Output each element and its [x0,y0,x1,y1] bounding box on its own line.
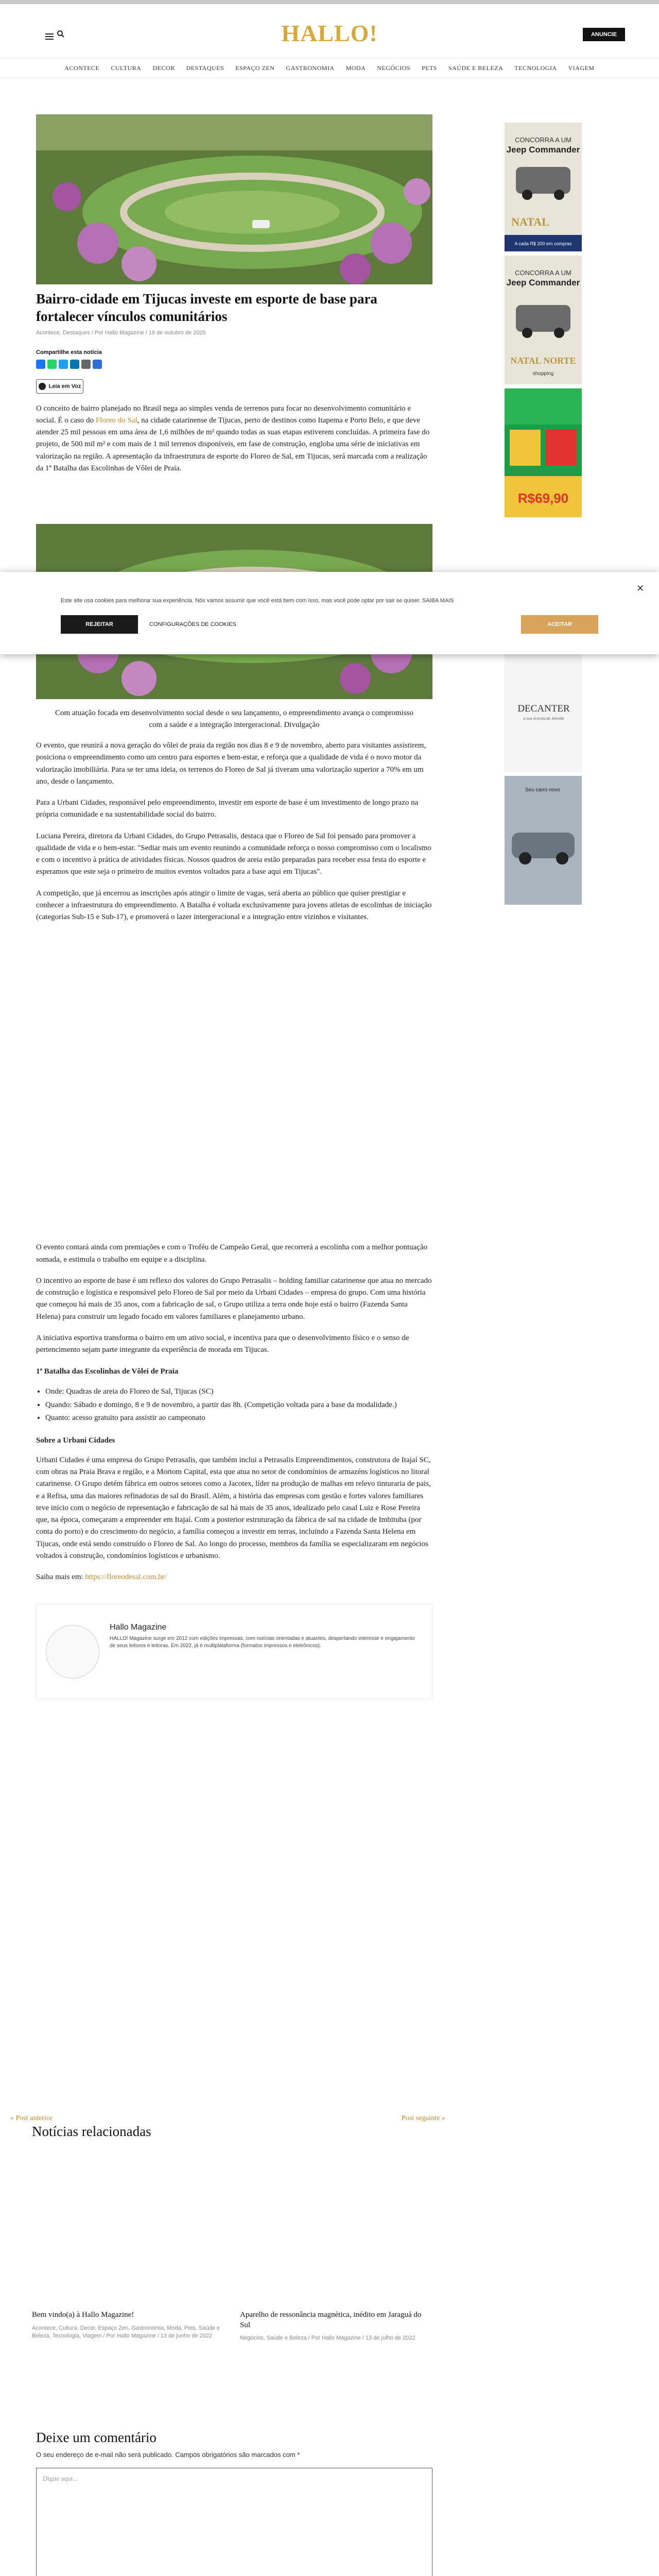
share-more-icon[interactable] [93,360,102,369]
section-heading: Sobre a Urbani Cidades [36,1436,115,1445]
floreo-link[interactable]: Floreo do Sal [95,416,137,425]
article-title: Bairro-cidade em Tijucas investe em esporte de base para fortalecer vínculos comunitários [36,291,377,324]
paragraph: O evento, que reunirá a nova geração do vôlei de praia da região nos dias 8 e 9 de novembro, aberto para visitantes assistirem, posiciona o empreendimento como um centro para esportes e bem-estar, e reforça que a qualidade de vida é o novo motor da valorização imobiliária. Para se ter uma ideia, os terrenos do Floreo de Sal já tiveram uma valorização superior a 70% em um ano, desde o lançamento. [36,741,426,786]
nav-item[interactable]: SAÚDE E BELEZA [448,64,504,72]
nav-item[interactable]: ESPAÇO ZEN [235,64,275,72]
nav-item[interactable]: VIAGEM [568,64,595,72]
ad-natal-text: NATAL NORTE [510,355,576,366]
comment-placeholder: Digite aqui... [43,2475,78,2482]
event-list [36,1385,432,1425]
cookie-settings-link[interactable]: CONFIGURAÇÕES DE COOKIES [149,621,236,628]
paragraph: A iniciativa esportiva transforma o bairro em um ativo social, e incentiva para que o desenvolvimento físico e o senso de pertencimento sejam parte integrante da experiência de morada em Tijucas. [36,1333,409,1354]
ad-price-text: R$69,90 [517,490,569,506]
ad-natal-text: NATAL [511,215,549,228]
nav-item[interactable]: CULTURA [111,64,142,72]
floreo-site-link[interactable]: https://floreodesal.com.br/ [85,1573,167,1581]
comment-form [36,2430,432,2576]
paragraph: A competição, que já encerrou as inscrições após atingir o limite de vagas, será aberta ao público que quiser prestigiar e conhecer a infraestrutura do empreendimento. A Batalha é voltada exclusivamente para jovens atletas de escolinhas de iniciação (categorias Sub-15 e Sub-17), e promoverá o lazer intergeracional e a integração entre vizinhos e visitantes. [36,889,432,921]
ad-brand-text: Seu carro novo [525,787,560,793]
whatsapp-share-icon[interactable] [47,360,57,369]
share-buttons [36,360,432,369]
speaker-icon [39,383,46,390]
main-nav [0,58,659,78]
nav-item[interactable]: PETS [421,64,437,72]
ad-jeep-natal[interactable] [505,123,582,251]
email-share-icon[interactable] [81,360,91,369]
comment-note: O seu endereço de e-mail não será publicado. Campos obrigatórios são marcados com * [36,2451,300,2459]
ad-top-text: CONCORRA A UM [515,136,571,144]
paragraph-text: , na cidade catarinense de Tijucas, perto de destinos como Itapema e Porto Belo, e que deve atender 25 mil pessoas em uma área de 1,6 milhões de m² quando todas as suas etapas estiverem concluídas. A primeira fase do projeto, de 500 mil m² e com mais de 1 mil terrenos disponíveis, em fase de construção, engloba uma série de iniciativas em valorização na região. A apresentação da infraestrutura de esporte do Floreo de Sal, em Tijucas, será marcada com a realização da 1ª Batalha das Escolinhas de Vôlei de Praia. [36,416,430,472]
paragraph: Para a Urbani Cidades, responsável pelo empreendimento, investir em esporte de base é um investimento de longo prazo na própria comunidade e na sustentabilidade social do bairro. [36,799,419,819]
list-item: • Quanto: acesso gratuito para assistir ao campeonato [45,1412,432,1425]
article-hero-image [36,114,432,284]
related-item[interactable] [240,2310,430,2342]
ad-brand-text: Jeep Commander [506,145,580,155]
prev-post-link[interactable]: « Post anterior [10,2114,53,2122]
close-icon[interactable]: ✕ [636,583,645,594]
related-item-title[interactable]: Bem vindo(a) à Hallo Magazine! [32,2311,134,2319]
facebook-share-icon[interactable] [36,360,45,369]
related-item-title[interactable]: Aparelho de ressonância magnética, inédito em Jaraguá do Sul [240,2311,422,2329]
site-header [0,4,659,58]
paragraph: O incentivo ao esporte de base é um reflexo dos valores do Grupo Petrasalis – holding familiar catarinense que atua no mercado de construção e logística e responsável pelo Floreo de Sal por meio da Urbani Cidades – empresa do grupo. Com uma história que começou há mais de 35 anos, com a fabricação de sal, o Grupo utiliza a terra onde hoje está o bairro (Fazenda Santa Helena) para construir um legado focado em valores familiares e planejamento urbano. [36,1276,432,1321]
related-item-meta: Acontece, Cultura, Decor, Espaço Zen, Gastronomia, Moda, Pets, Saúde e Beleza, Tecnologia, Viagem / Por Hallo Magazine / 13 de junho de 2022 [32,2325,220,2339]
related-news-title: Notícias relacionadas [32,2124,151,2139]
image-caption: Com atuação focada em desenvolvimento social desde o seu lançamento, o empreendimento avança o compromisso com a saúde e a integração intergeracional. Divulgação [55,709,414,729]
reject-cookies-button[interactable]: REJEITAR [61,615,138,634]
nav-item[interactable]: DESTAQUES [186,64,224,72]
share-label: Compartilhe esta notícia [36,349,102,355]
cookie-banner [0,572,659,654]
twitter-share-icon[interactable] [59,360,68,369]
ad-jeep-norte[interactable] [505,256,582,384]
ad-decanter[interactable] [505,644,582,772]
sidebar [505,123,582,909]
top-bar [0,0,659,4]
author-name[interactable]: Hallo Magazine [110,1623,167,1632]
paragraph-text: O conceito de bairro planejado no Brasil nega ao simples venda de terrenos para focar no desenvolvimento comunitário e social. É o caso do [36,404,411,425]
accept-cookies-button[interactable]: ACEITAR [521,615,598,634]
related-item-meta: Negócios, Saúde e Beleza / Por Hallo Magazine / 13 de julho de 2022 [240,2335,415,2341]
ad-top-text: CONCORRA A UM [515,269,571,277]
nav-item[interactable]: GASTRONOMIA [286,64,335,72]
ad-brand-text: DECANTER [517,703,570,714]
next-post-link[interactable]: Post seguinte » [402,2114,445,2122]
paragraph: Luciana Pereira, diretora da Urbani Cidades, do Grupo Petrasalis, destaca que o Floreo de Sal foi pensado para promover a qualidade de vida e o bem-estar. "Sediar mais um evento reunindo a comunidade reforça o nosso compromisso com o localismo e com o incentivo à prática de atividades físicas. Nossos quadros de areia estão preparadas para receber essa festa do esporte e esperamos que este seja o primeiro de muitos eventos voltados para a base aqui em Tijucas". [36,832,431,876]
anuncie-button[interactable]: ANUNCIE [583,28,625,41]
nav-item[interactable]: NEGÓCIOS [377,64,410,72]
article [36,114,432,1699]
site-logo[interactable]: HALLO! [281,20,378,46]
saiba-mais-label: Saiba mais em: [36,1573,85,1581]
list-item: • Quando: Sábado e domingo, 8 e 9 de novembro, a partir das 8h. (Competição voltada para a base da modalidade.) [45,1399,432,1412]
author-avatar [46,1625,99,1679]
article-meta: Acontece, Destaques / Por Hallo Magazine / 16 de outubro de 2025 [36,329,206,336]
listen-button[interactable] [36,379,83,394]
list-item: • Onde: Quadras de areia do Floreo de Sal, Tijucas (SC) [45,1385,432,1399]
nav-item[interactable]: ACONTECE [64,64,100,72]
saiba-mais [36,1571,432,1583]
nav-item[interactable]: MODA [345,64,366,72]
nav-item[interactable]: TECNOLOGIA [514,64,557,72]
embed-placeholder [36,923,432,1232]
author-box [36,1604,432,1699]
linkedin-share-icon[interactable] [70,360,79,369]
ad-tail-text: a sua vinícola de Joinville [523,717,564,721]
hamburger-menu-icon[interactable] [45,32,54,41]
ad-brand-text: Jeep Commander [506,278,580,287]
section-heading: 1ª Batalha das Escolinhas de Vôlei de Praia [36,1367,179,1376]
paragraph: Urbani Cidades é uma empresa do Grupo Petrasalis, que também inclui a Petrasalis Empreendimentos, construtora de Itajaí SC, com obras na Praia Brava e região, e a Mortom Capital, esta que atua no setor de condomínios de armazéns logísticos no litoral catarinense. O Grupo detém fábrica em outros setores como a Jacotex, líder na produção de malhas em relevo tinturaria de pais, e a Refisa, uma das maiores refinadoras de sal do Brasil. Além, a história das empresas com gestão e fortes valores familiares teve início com o negócio de representação e fabricação de sal há mais de 35 anos, idealizado pelo casal Luiz e Rose Pereira que, na época, começaram a empreender em Itajaí. Com a posterior estruturação da fábrica de sal na cidade de Imbituba (por conta do porto) e do crescimento do negócio, a família começou a investir em terras, incluindo a Fazenda Santa Helena em Tijucas, onde está sendo construído o Floreo de Sal. Ao longo do processo, membros da família se especializaram em negócios voltados à construção, condomínios logísticos e urbanismo. [36,1455,431,1560]
comment-textarea[interactable] [36,2468,432,2576]
ad-tail-text: shopping [532,371,554,377]
comment-title: Deixe um comentário [36,2430,157,2445]
nav-item[interactable]: DECOR [152,64,175,72]
listen-label: Leia em Voz [48,383,81,389]
search-icon[interactable] [57,30,65,38]
author-bio: HALLO! Magazine surge em 2012 com edições impressas, com notícias orientadas e atuantes, despertando interesse e engajamento de seus leitores e leitoras. Em 2022, já é multiplataforma (formatos impressos e eletrônicos). [110,1636,415,1649]
paragraph [36,403,432,475]
cookie-text: Este site usa cookies para melhorar sua experiência. Nós vamos assumir que você está bem com isso, mas você pode optar por sair se quiser. SAIBA MAIS [61,598,454,604]
related-item[interactable] [32,2310,222,2340]
ad-promo[interactable] [505,388,582,517]
paragraph: O evento contará ainda com premiações e com o Troféu de Campeão Geral, que recorrerá a escolinha com a melhor pontuação somada, e estimula o trabalho em equipe e a disciplina. [36,1243,428,1264]
ad-car[interactable] [505,776,582,905]
ad-tail-text: A cada R$ 200 em compras [514,241,572,246]
